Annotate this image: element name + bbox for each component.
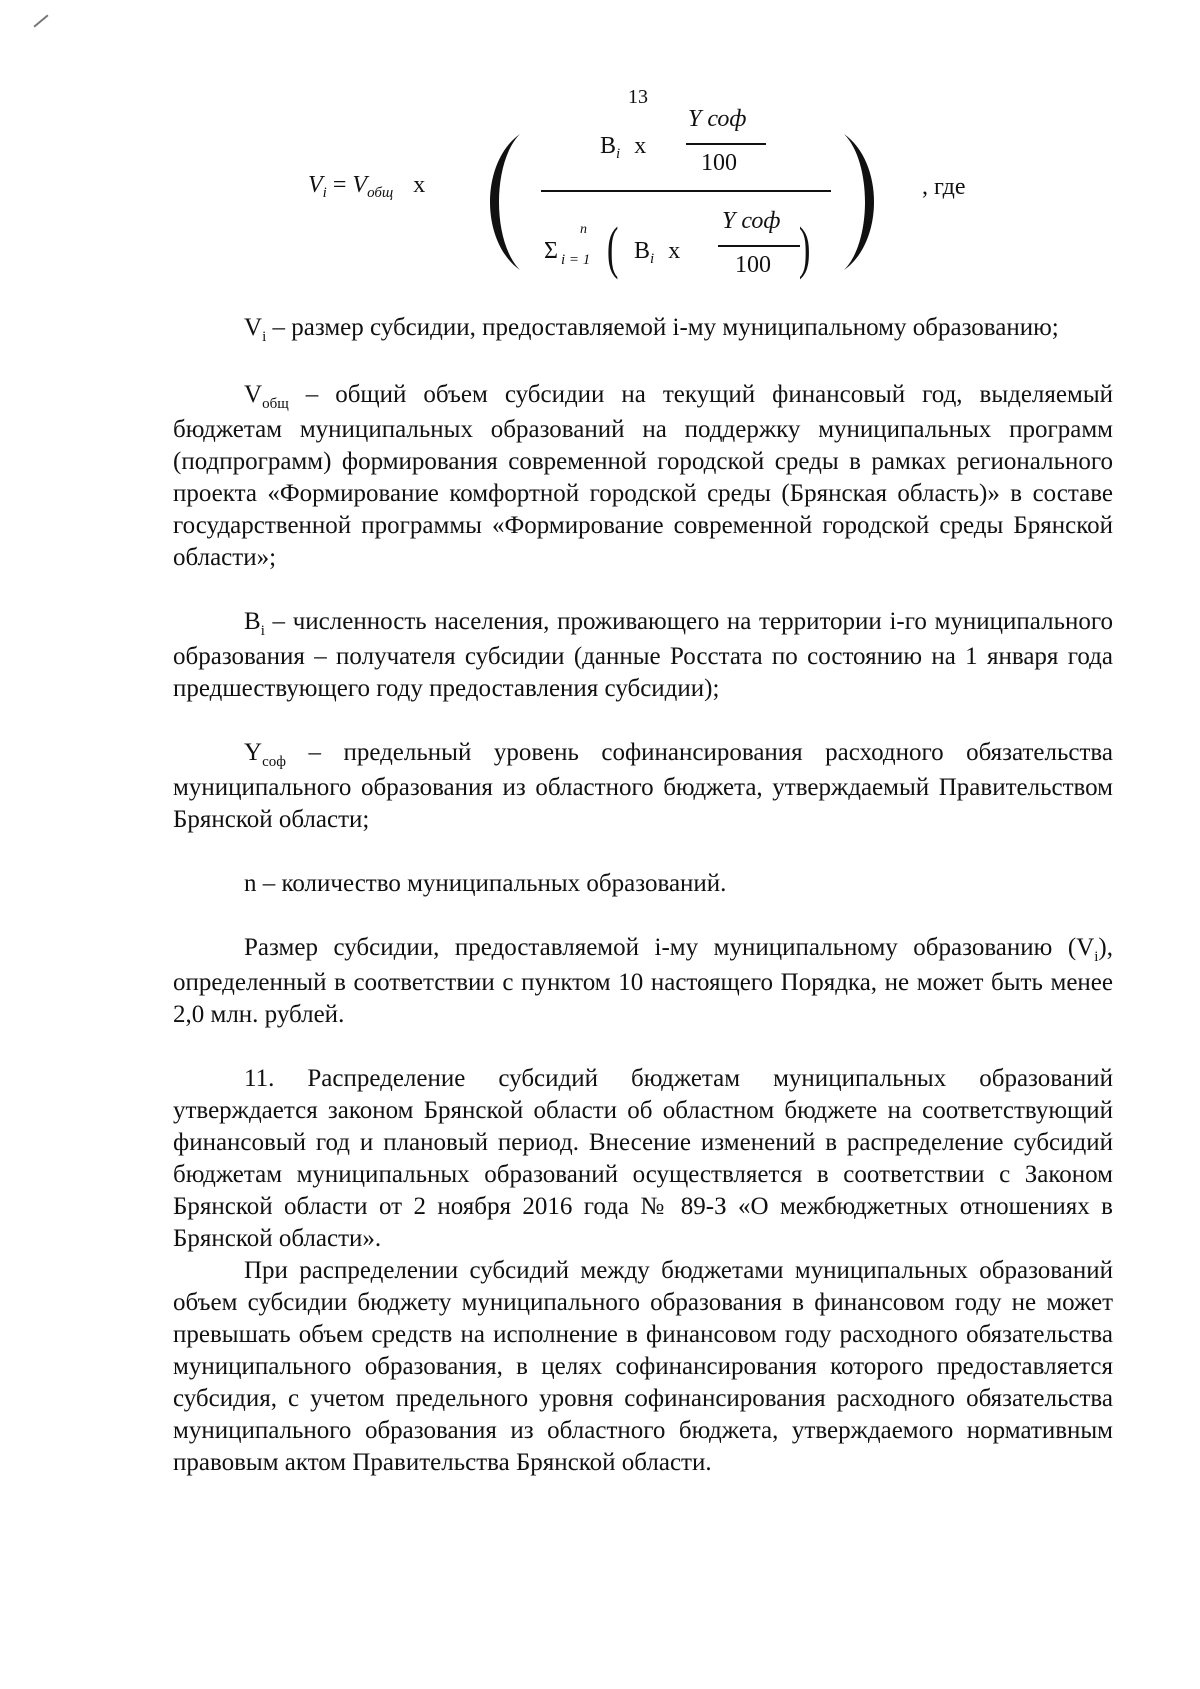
vtotal-sub: общ [262, 396, 289, 412]
min-size-text-b: ), определенный в соответствии с пунктом 10 настоящего Порядка, не может быть менее 2,0 млн. рублей. [173, 934, 1113, 1028]
vtotal-text: – общий объем субсидии на текущий финансовый год, выделяемый бюджетам муниципальных образований на поддержку муниципальных программ (подпрограмм) формирования современной городской среды в рамках регионального проекта «Формирование комфортной городской среды (Брянская область)» в составе государственной программы «Формирование современной городской среды Брянской области»; [173, 381, 1113, 571]
paragraph-min-size [173, 932, 1113, 1031]
formula-lhs [308, 172, 425, 199]
formula-where: , где [922, 174, 966, 200]
min-size-sub: i [1094, 949, 1099, 965]
formula-v-total-sub: общ [367, 185, 394, 201]
bi-sub: i [260, 623, 265, 639]
formula-lhs-sub: i [322, 185, 327, 201]
denominator-inner-bar [718, 245, 800, 247]
den-left-paren: ( [606, 215, 619, 280]
main-fraction-bar [541, 190, 831, 192]
denominator-y-cof: Y соф [722, 208, 781, 234]
paragraph-11: 11. Распределение субсидий бюджетам муниципальных образований утверждается законом Брянской области об областном бюджете на соответствующий финансовый год и плановый период. Внесение изменений в распределение субсидий бюджетам муниципальных образований осуществляется в соответствии с Законом Брянской области от 2 ноября 2016 года № 89-З «О межбюджетных отношениях в Брянской области». [173, 1065, 1113, 1252]
denominator-b [634, 238, 680, 265]
paragraph-vtotal [173, 379, 1113, 574]
formula-times: х [413, 172, 426, 198]
denominator-times: х [668, 238, 681, 264]
numerator-times: х [634, 133, 647, 159]
paragraph-distribution: При распределении субсидий между бюджетами муниципальных образований объем субсидии бюджету муниципального образования в финансовом году не может превышать объем средств на исполнение в финансовом году расходного обязательства муниципального образования, в целях софинансирования которого предоставляется субсидия, с учетом предельного уровня софинансирования расходного обязательства муниципального образования из областного бюджета, утверждаемого нормативным правовым актом Правительства Брянской области. [173, 1257, 1113, 1476]
bi-symbol: В [244, 608, 261, 635]
denominator-b-sub: i [650, 251, 655, 267]
numerator-b [600, 133, 646, 160]
ycof-text: – предельный уровень софинансирования расходного обязательства муниципального образования из областного бюджета, утверждаемый Правительством Брянской области; [173, 739, 1113, 833]
sigma-sub: i = 1 [561, 252, 591, 268]
ycof-symbol: Y [244, 739, 263, 766]
bi-text: – численность населения, проживающего на территории i-го муниципального образования – получателя субсидии (данные Росстата по состоянию на 1 января года предшествующего году предоставления субсидии); [173, 608, 1113, 702]
paragraph-ycof [173, 737, 1113, 836]
formula-lhs-v: V [308, 172, 323, 198]
formula-v-total: V [352, 172, 368, 198]
denominator-sigma [544, 238, 558, 265]
vi-symbol: V [244, 314, 263, 341]
page-number: 13 [628, 86, 648, 108]
formula [0, 0, 1200, 300]
sigma-symbol: Σ [544, 238, 558, 264]
right-paren [838, 132, 888, 272]
paragraph-n: n – количество муниципальных образований. [244, 870, 727, 897]
document-body [173, 312, 1113, 1479]
paragraph-vi [173, 312, 1113, 347]
paragraph-bi [173, 606, 1113, 705]
numerator-hundred: 100 [701, 150, 737, 176]
numerator-y-cof: Y соф [688, 106, 747, 132]
formula-equals: = [332, 172, 347, 198]
vi-sub: i [262, 329, 267, 345]
left-paren [476, 132, 526, 272]
ycof-sub: соф [262, 754, 286, 770]
numerator-b-sub: i [616, 146, 621, 162]
min-size-text-a: Размер субсидии, предоставляемой i-му муниципальному образованию (V [244, 934, 1095, 961]
den-right-paren: ) [798, 215, 811, 280]
denominator-hundred: 100 [735, 252, 771, 278]
numerator-b-letter: В [600, 133, 617, 159]
numerator-inner-bar [686, 143, 766, 145]
denominator-b-letter: В [634, 238, 651, 264]
sigma-sup: n [580, 222, 587, 237]
vtotal-symbol: V [244, 381, 263, 408]
vi-text: – размер субсидии, предоставляемой i-му муниципальному образованию; [266, 314, 1059, 341]
